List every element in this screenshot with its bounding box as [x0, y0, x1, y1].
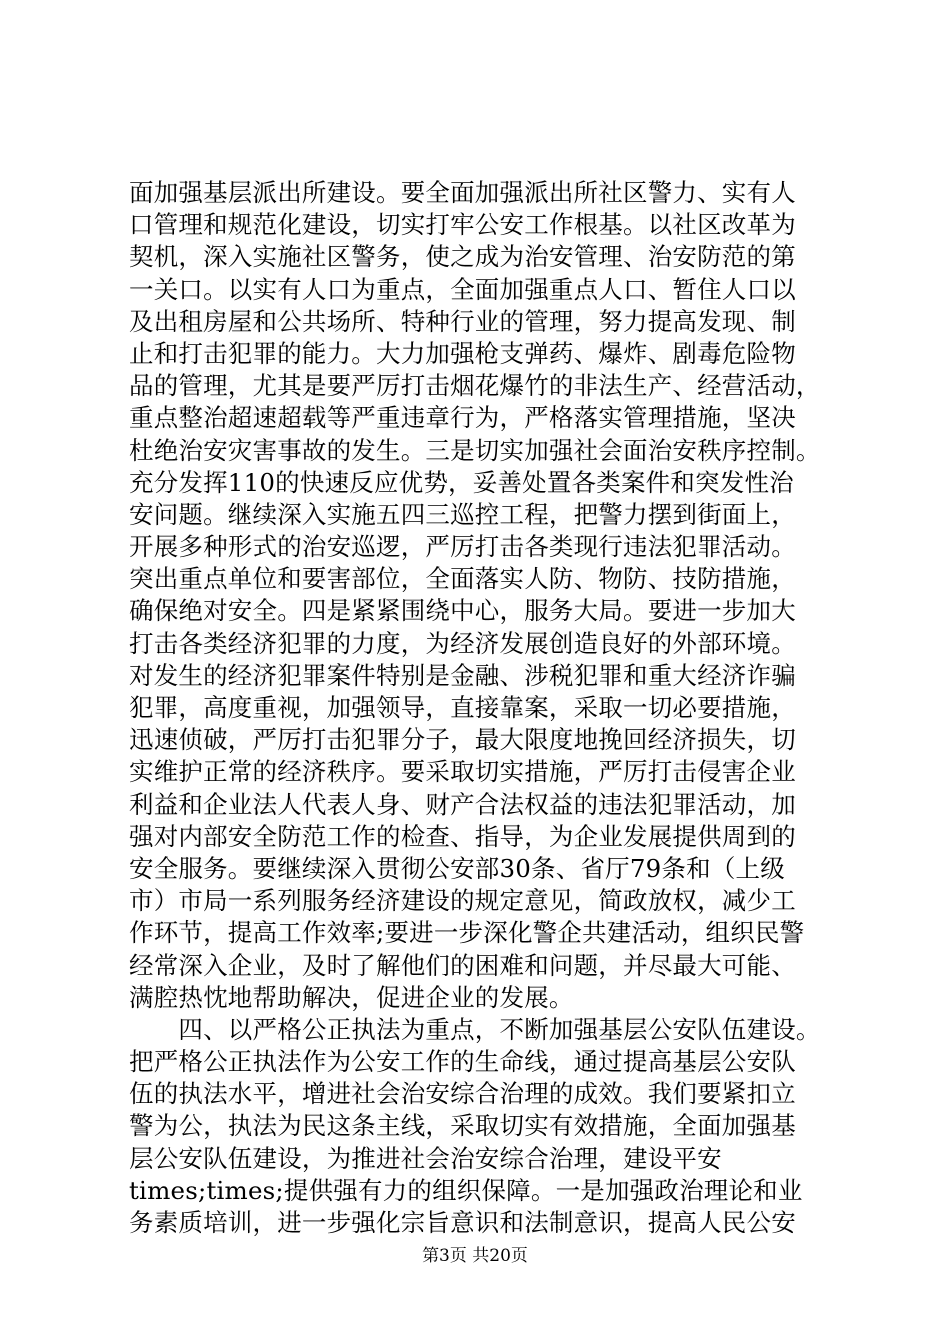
text-line: 市）市局一系列服务经济建设的规定意见，简政放权，减少工 [129, 886, 796, 916]
text-line: 充分发挥110的快速反应优势，妥善处置各类案件和突发性治 [129, 467, 794, 497]
text-line: 强对内部安全防范工作的检查、指导，为企业发展提供周到的 [129, 821, 796, 851]
text-line: 犯罪，高度重视，加强领导，直接靠案，采取一切必要措施， [129, 693, 796, 722]
text-line: 口管理和规范化建设，切实打牢公安工作根基。以社区改革为 [129, 210, 796, 240]
text-line: 突出重点单位和要害部位，全面落实人防、物防、技防措施， [129, 564, 796, 594]
text-line: 一关口。以实有人口为重点，全面加强重点人口、暂住人口以 [129, 274, 796, 304]
text-line: 伍的执法水平，增进社会治安综合治理的成效。我们要紧扣立 [129, 1079, 796, 1109]
text-line: 作环节，提高工作效率;要进一步深化警企共建活动，组织民警 [129, 918, 805, 948]
text-line: 四、以严格公正执法为重点，不断加强基层公安队伍建设。 [129, 1014, 821, 1044]
text-line: 经常深入企业，及时了解他们的困难和问题，并尽最大可能、 [129, 950, 796, 980]
text-line: 开展多种形式的治安巡逻，严厉打击各类现行违法犯罪活动。 [129, 532, 796, 562]
text-line: 面加强基层派出所建设。要全面加强派出所社区警力、实有人 [129, 178, 796, 207]
text-line: 警为公，执法为民这条主线，采取切实有效措施，全面加强基 [129, 1111, 796, 1141]
text-line: 及出租房屋和公共场所、特种行业的管理，努力提高发现、制 [129, 306, 796, 336]
text-line: times;times;提供强有力的组织保障。一是加强政治理论和业 [129, 1175, 803, 1205]
text-line: 迅速侦破，严厉打击犯罪分子，最大限度地挽回经济损失，切 [129, 725, 796, 755]
text-line: 重点整治超速超载等严重违章行为，严格落实管理措施，坚决 [129, 403, 796, 433]
text-line: 止和打击犯罪的能力。大力加强枪支弹药、爆炸、剧毒危险物 [129, 338, 796, 368]
body-text [129, 177, 839, 1239]
text-line: 打击各类经济犯罪的力度，为经济发展创造良好的外部环境。 [129, 628, 796, 658]
text-line: 务素质培训，进一步强化宗旨意识和法制意识，提高人民公安 [129, 1208, 796, 1237]
text-line: 把严格公正执法作为公安工作的生命线，通过提高基层公安队 [129, 1047, 796, 1077]
text-line: 契机，深入实施社区警务，使之成为治安管理、治安防范的第 [129, 242, 796, 272]
text-line: 确保绝对安全。四是紧紧围绕中心，服务大局。要进一步加大 [129, 596, 796, 626]
text-line: 利益和企业法人代表人身、财产合法权益的违法犯罪活动，加 [129, 789, 796, 819]
text-line: 对发生的经济犯罪案件特别是金融、涉税犯罪和重大经济诈骗 [129, 660, 796, 690]
text-line: 实维护正常的经济秩序。要采取切实措施，严厉打击侵害企业 [129, 757, 796, 787]
page-footer: 第3页 共20页 [422, 1246, 528, 1266]
text-line: 杜绝治安灾害事故的发生。三是切实加强社会面治安秩序控制。 [129, 435, 821, 465]
text-line: 安全服务。要继续深入贯彻公安部30条、省厅79条和（上级 [129, 853, 785, 883]
text-line: 满腔热忱地帮助解决，促进企业的发展。 [129, 982, 574, 1012]
text-line: 层公安队伍建设，为推进社会治安综合治理，建设平安 [129, 1143, 722, 1173]
text-line: 安问题。继续深入实施五四三巡控工程，把警力摆到街面上， [129, 499, 796, 529]
text-line: 品的管理，尤其是要严厉打击烟花爆竹的非法生产、经营活动， [129, 371, 821, 401]
